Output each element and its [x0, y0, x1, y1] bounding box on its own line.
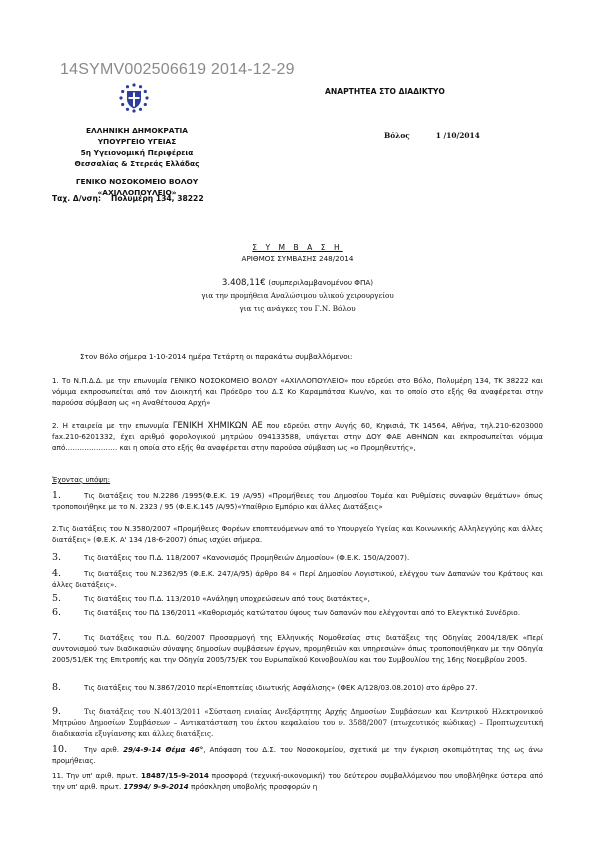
list-item: 2.Τις διατάξεις του Ν.3580/2007 «Προμήθειες Φορέων εποπτευόμενων από το Υπουργείο Υγείας και Κοινωνικής Αλληλεγγύης και άλλες διατάξεις» (Φ.Ε.Κ. Α' 134 /18-6-2007) όπως ισχύει σήμερα. [52, 524, 543, 544]
issuer-header [52, 125, 222, 198]
list-item [52, 770, 543, 792]
publish-label: ΑΝΑΡΤΗΤΕΑ ΣΤΟ ΔΙΑΔΙΚΤΥΟ [325, 87, 445, 96]
country-name: ΕΛΛΗΝΙΚΗ ΔΗΜΟΚΡΑΤΙΑ [85, 126, 188, 135]
document-stamp: 14SYMV002506619 2014-12-29 [60, 61, 295, 78]
amount-value: 3.408,11€ [221, 278, 266, 288]
list-item [52, 568, 543, 590]
item-number: 10. [52, 744, 68, 755]
list-item [52, 490, 543, 512]
item-number: 8. [52, 682, 62, 693]
party-two-name: ΓΕΝΙΚΗ ΧΗΜΙΚΩΝ ΑΕ [172, 420, 263, 430]
item-text: Τις διατάξεις του Π.Δ. 113/2010 «Ανάληψη υποχρεώσεων από τους διατάκτες», [84, 594, 370, 603]
item-text: Τις διατάξεις του Ν.3867/2010 περί«Εποπτείας ιδιωτικής Ασφάλισης» (ΦΕΚ Α/128/03.08.2010) στο άρθρο 27. [84, 683, 478, 692]
decision-reference: 29/4-9-14 Θέμα 46° [123, 745, 204, 754]
item-text: Την αριθ. [84, 745, 124, 754]
address-line [52, 194, 204, 203]
hospital-subname: «ΑΧΙΛΛΟΠΟΥΛΕΙΟ» [97, 188, 177, 197]
date-line [384, 131, 480, 140]
contract-amount [0, 278, 595, 288]
item-text: Τις διατάξεις του Ν.4013/2011 «Σύσταση ενιαίας Ανεξάρτητης Αρχής Δημοσίων Συμβάσεων και Κεντρικού Ηλεκτρονικού Μητρώου Δημοσίων Συμβάσεων – Αντικατάσταση του έκτου κεφαλαίου του ν. 3588/2007 (πτωχευτικός κώδικας) – Προπτωχευτική διαδικασία εξυγίανσης και άλλες διατάξεις. [52, 707, 543, 738]
list-item [52, 744, 543, 766]
item-text: , Απόφαση του Δ.Σ. του Νοσοκομείου, σχετικά με την έγκριση σκοπιμότητας της ως άνω προμήθειας. [52, 745, 543, 765]
party-one-paragraph: 1. Το Ν.Π.Δ.Δ. με την επωνυμία ΓΕΝΙΚΟ ΝΟΣΟΚΟΜΕΙΟ ΒΟΛΟΥ «ΑΧΙΛΛΟΠΟΥΛΕΙΟ» που εδρεύει στο Βόλο, Πολυμέρη 134, ΤΚ 38222 και νόμιμα εκπροσωπείται από τον Διοικητή και Πρόεδρο του Δ.Σ Κο Καραμπάτσα Κων/νο, και το οποίο στο εξής θα αναφέρεται στην παρούσα σύμβαση ως «η Αναθέτουσα Αρχή» [52, 376, 543, 407]
amount-note: (συμπεριλαμβανομένου ΦΠΑ) [268, 278, 374, 287]
health-region-area: Θεσσαλίας & Στερεάς Ελλάδας [74, 159, 200, 168]
item-text: προσφορά (τεχνική-οικονομική) του δεύτερου συμβαλλόμενου που υποβλήθηκε ύστερα από την υπ' αριθ. πρωτ. [52, 771, 544, 791]
item-number: 4. [52, 568, 62, 579]
ministry-name: ΥΠΟΥΡΓΕΙΟ ΥΓΕΙΑΣ [97, 137, 177, 146]
item-text: Τις διατάξεις του Ν.2362/95 (Φ.Ε.Κ. 247/Α/95) άρθρο 84 « Περί Δημοσίου Λογιστικού, ελέγχου των Δαπανών του Κράτους και άλλες διατάξεις». [52, 569, 543, 589]
item-number: 6. [52, 607, 62, 618]
offer-reference: 18487/15-9-2014 [141, 771, 209, 780]
intro-paragraph: Στον Βόλο σήμερα 1-10-2014 ημέρα Τετάρτη οι παρακάτω συμβαλλόμενοι: [80, 352, 353, 361]
contract-title: Σ Υ Μ Β Α Σ Η [252, 243, 343, 252]
address-label: Ταχ. Δ/νση: [52, 194, 102, 203]
contract-needs: για τις ανάγκες του Γ.Ν. Βόλου [239, 304, 356, 313]
invitation-reference: 17994/ 9-9-2014 [123, 782, 189, 791]
item-text: Τις διατάξεις του ΠΔ 136/2011 «Καθορισμός κατώτατου ύψους των δαπανών που ελέγχονται από το Ελεγκτικό Συνέδριο. [84, 608, 520, 617]
list-item [52, 632, 543, 665]
date-value: 1 /10/2014 [435, 131, 480, 140]
item-text: Τις διατάξεις του Ν.2286 /1995(Φ.Ε.Κ. 19 /Α/95) «Προμήθειες του Δημοσίου Τομέα και Ρυθμίσεις συναφών θεμάτων» όπως τροποποιήθηκε με το Ν. 2323 / 95 (Φ.Ε.Κ.145 /Α/95)«Υπαίθριο Εμπόριο και άλλες Διατάξεις» [52, 491, 543, 511]
list-item [52, 607, 543, 618]
party-two-paragraph [52, 420, 543, 453]
item-text: Τις διατάξεις του Π.Δ. 118/2007 «Κανονισμός Προμηθειών Δημοσίου» (Φ.Ε.Κ. 150/Α/2007). [84, 553, 410, 562]
item-number: 3. [52, 552, 62, 563]
item-text: πρόσκληση υποβολής προσφορών η [188, 782, 318, 791]
list-item [52, 552, 543, 563]
item-number: 1. [52, 490, 62, 501]
contract-purpose: για την προμήθεια Αναλώσιμου υλικού χειρουργείου [201, 291, 394, 300]
having-label: Έχοντας υπόψη: [52, 475, 111, 484]
list-item [52, 593, 543, 604]
address-value: Πολυμέρη 134, 38222 [111, 194, 204, 203]
health-region: 5η Υγειονομική Περιφέρεια [80, 148, 194, 157]
party-two-intro: 2. Η εταιρεία με την επωνυμία [52, 421, 173, 430]
item-number: 9. [52, 706, 62, 717]
greek-emblem-icon [118, 82, 150, 114]
hospital-name: ΓΕΝΙΚΟ ΝΟΣΟΚΟΜΕΙΟ ΒΟΛΟΥ [75, 177, 199, 186]
list-item [52, 706, 543, 739]
item-text: 11. Την υπ' αριθ. πρωτ. [52, 771, 142, 780]
item-number: 7. [52, 632, 62, 643]
party-two-details: που εδρεύει στην Αυγής 60, Κηφισιά, ΤΚ 14564, Αθήνα, τηλ.210-6203000 fax.210-6201332, έχει αριθμό φορολογικού μητρώου 094133588, υπάγεται στην ΔΟΥ ΦΑΕ ΑΘΗΝΩΝ και εκπροσωπείται νόμιμα από…………………. και η οποία στο εξής θα αναφέρεται στην παρούσα σύμβαση ως «ο Προμηθευτής», [52, 421, 544, 452]
item-text: Τις διατάξεις του Π.Δ. 60/2007 Προσαρμογή της Ελληνικής Νομοθεσίας στις διατάξεις της Οδηγίας 2004/18/ΕΚ «Περί συντονισμού των διαδικασιών σύναψης δημοσίων συμβάσεων έργων, προμηθειών και υπηρεσιών» όπως τροποποιήθηκαν με την Οδηγία 2005/51/ΕΚ της Επιτροπής και την Οδηγία 2005/75/ΕΚ του Ευρωπαϊκού Κοινοβουλίου και του Συμβουλίου της 16ης Νοεμβρίου 2005. [52, 633, 543, 664]
date-place: Βόλος [384, 131, 410, 140]
item-number: 5. [52, 593, 62, 604]
contract-number: ΑΡΙΘΜΟΣ ΣΥΜΒΑΣΗΣ 248/2014 [241, 254, 354, 263]
list-item [52, 682, 543, 693]
